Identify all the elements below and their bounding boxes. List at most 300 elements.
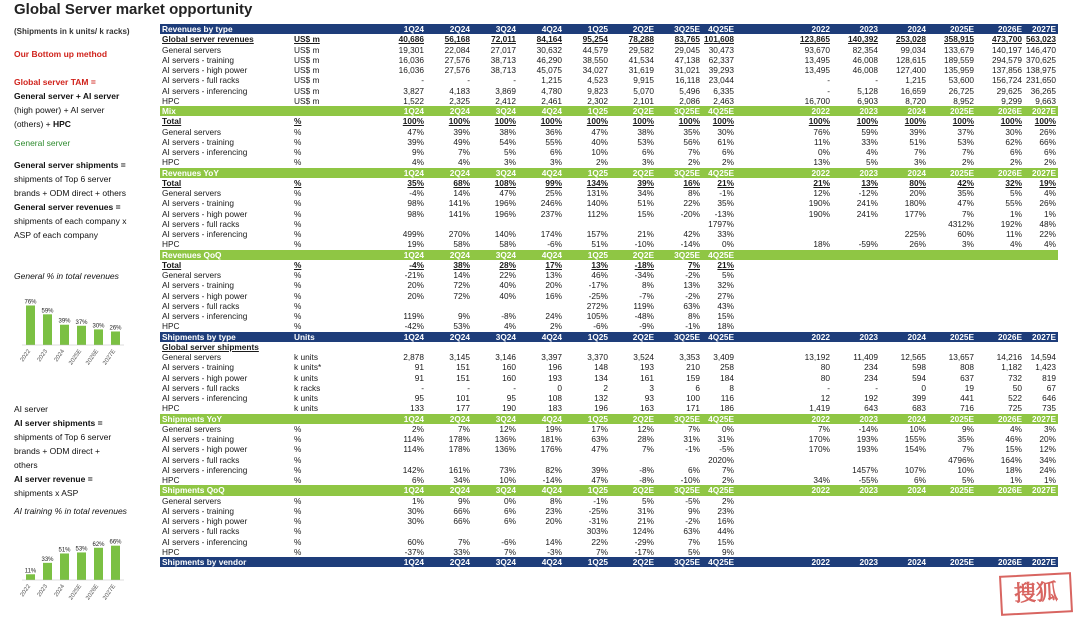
row-label: AI servers - training <box>162 198 234 209</box>
x-tick-label: 2027E <box>102 583 118 602</box>
spacer-cell <box>334 332 380 342</box>
year-cell: 3% <box>962 239 974 250</box>
row-unit: % <box>294 475 302 486</box>
quarter-cell: 4Q24 <box>518 414 564 424</box>
bar-2026E <box>94 548 103 580</box>
row-unit: k racks <box>294 382 321 393</box>
year-cell: 234 <box>864 372 878 383</box>
x-tick-label: 2024 <box>53 348 67 364</box>
year-cell <box>976 516 1024 526</box>
quarter-cell: 39% <box>591 464 608 475</box>
quarter-cell: 3Q24 <box>472 250 518 260</box>
year-cell: 100% <box>1034 116 1056 127</box>
tam-body-2: (high power) + AI server <box>14 105 105 115</box>
quarter-cell: - <box>467 382 470 393</box>
spacer-cell <box>736 270 784 280</box>
row-label: AI servers - inferencing <box>162 85 248 96</box>
quarter-cell: 40,686 <box>398 34 424 45</box>
row-label: AI servers - training <box>162 362 234 373</box>
spacer-cell <box>334 537 380 547</box>
quarter-cell: 3,353 <box>679 352 700 363</box>
spacer-cell <box>334 434 380 444</box>
quarter-cell: -6% <box>501 536 516 547</box>
row-label: General servers <box>162 495 222 506</box>
quarter-cell: 4Q25E <box>702 250 736 260</box>
year-cell: 67 <box>1046 382 1056 393</box>
quarter-cell: 10% <box>591 147 608 158</box>
row-label: Shipments by vendor <box>160 557 292 567</box>
year-cell <box>784 280 832 290</box>
row-label: Total <box>162 177 182 188</box>
year-cell <box>832 496 880 506</box>
year-cell: 2022 <box>784 414 832 424</box>
quarter-cell: 196% <box>494 208 516 219</box>
year-cell: 42% <box>957 177 974 188</box>
quarter-cell: 2Q24 <box>426 485 472 495</box>
year-cell <box>976 506 1024 516</box>
bar-value-label: 11% <box>24 568 37 575</box>
table-row <box>160 321 1058 331</box>
quarter-cell: 38% <box>499 126 516 137</box>
year-cell: 819 <box>1042 372 1056 383</box>
spacer-cell <box>334 291 380 301</box>
spacer-cell <box>736 137 784 147</box>
quarter-cell: -29% <box>634 536 654 547</box>
table-row <box>160 270 1058 280</box>
quarter-cell: 14% <box>545 536 562 547</box>
year-cell: 1% <box>1010 475 1022 486</box>
spacer-cell <box>736 106 784 116</box>
quarter-cell: 2,412 <box>495 95 516 106</box>
quarter-cell: 100% <box>632 116 654 127</box>
spacer-cell <box>334 65 380 75</box>
row-label: General servers <box>162 44 222 55</box>
quarter-cell: - <box>421 75 424 86</box>
quarter-cell: 157% <box>586 229 608 240</box>
quarter-cell: 3Q25E <box>656 106 702 116</box>
quarter-cell: 4Q24 <box>518 332 564 342</box>
gs-ship-body-2: brands + ODM direct + others <box>14 188 126 198</box>
year-cell <box>880 250 928 260</box>
spacer-cell <box>736 250 784 260</box>
quarter-cell: 24% <box>545 311 562 322</box>
row-unit: US$ m <box>294 95 320 106</box>
quarter-cell <box>380 301 426 311</box>
spacer-cell <box>334 301 380 311</box>
quarter-cell: 101 <box>456 393 470 404</box>
row-unit: US$ m <box>294 44 320 55</box>
year-cell <box>784 270 832 280</box>
quarter-cell: 160 <box>502 372 516 383</box>
year-cell: 2022 <box>784 332 832 342</box>
quarter-cell: 1Q25 <box>564 24 610 34</box>
gs-rev-body-1: shipments of each company x <box>14 216 127 226</box>
quarter-cell: 4Q25E <box>702 168 736 178</box>
quarter-cell: 91 <box>414 362 424 373</box>
quarter-cell: 159 <box>686 372 700 383</box>
quarter-cell: 4Q25E <box>702 557 736 567</box>
year-cell: 2023 <box>832 106 880 116</box>
bar-value-label: 76% <box>24 299 37 306</box>
section-header-row <box>160 557 1058 567</box>
table-row <box>160 116 1058 126</box>
quarter-cell: 34% <box>453 475 470 486</box>
year-cell <box>880 301 928 311</box>
year-cell <box>928 547 976 557</box>
row-label: AI servers - high power <box>162 516 248 527</box>
quarter-cell: 19,301 <box>398 44 424 55</box>
spacer-cell <box>736 291 784 301</box>
quarter-cell: 3Q24 <box>472 24 518 34</box>
year-cell <box>880 270 928 280</box>
quarter-cell: 2% <box>596 157 608 168</box>
quarter-cell: -13% <box>714 208 734 219</box>
bar-2022 <box>26 574 35 580</box>
quarter-cell: 8 <box>729 382 734 393</box>
row-unit: % <box>294 126 302 137</box>
spacer-cell <box>334 403 380 413</box>
bar-2027E <box>111 331 120 345</box>
quarter-cell: 5,070 <box>633 85 654 96</box>
quarter-cell: 114% <box>403 434 424 445</box>
quarter-cell: 4Q25E <box>702 106 736 116</box>
quarter-cell: -14% <box>680 239 700 250</box>
row-unit <box>292 557 334 567</box>
quarter-cell: 47% <box>591 444 608 455</box>
bar-value-label: 30% <box>92 323 105 330</box>
row-unit <box>292 168 334 178</box>
year-cell <box>976 291 1024 301</box>
section-header-row <box>160 250 1058 260</box>
quarter-cell: 4Q25E <box>702 332 736 342</box>
quarter-cell: 131% <box>586 188 608 199</box>
row-unit: % <box>294 136 302 147</box>
row-label: Revenues by type <box>160 24 292 34</box>
year-cell: 24% <box>1039 464 1056 475</box>
quarter-cell: 2,086 <box>679 95 700 106</box>
row-label: Shipments YoY <box>160 414 292 424</box>
quarter-cell: 27,576 <box>444 65 470 76</box>
quarter-cell: 4Q25E <box>702 24 736 34</box>
quarter-cell: 2% <box>550 321 562 332</box>
quarter-cell: 183 <box>548 403 562 414</box>
quarter-cell: 2Q2E <box>610 24 656 34</box>
quarter-cell: 32% <box>717 280 734 291</box>
year-cell: 22% <box>1039 229 1056 240</box>
quarter-cell: -10% <box>634 239 654 250</box>
year-cell: 225% <box>904 229 926 240</box>
spacer-cell <box>736 383 784 393</box>
year-cell: 170% <box>808 434 830 445</box>
table-row <box>160 424 1058 434</box>
year-cell <box>976 260 1024 270</box>
spacer-cell <box>334 137 380 147</box>
year-cell <box>1024 301 1058 311</box>
row-unit <box>292 342 334 352</box>
year-cell: 1% <box>1044 208 1056 219</box>
quarter-cell: 9% <box>458 495 470 506</box>
table-row <box>160 55 1058 65</box>
quarter-cell: 6% <box>412 475 424 486</box>
year-cell: 100% <box>856 116 878 127</box>
quarter-cell: 8% <box>642 280 654 291</box>
year-cell: 80% <box>909 177 926 188</box>
section-header-row <box>160 485 1058 495</box>
quarter-cell: 78,288 <box>628 34 654 45</box>
quarter-cell: 186 <box>720 403 734 414</box>
spacer-cell <box>334 485 380 495</box>
quarter-cell: 1Q25 <box>564 485 610 495</box>
year-cell: 9% <box>962 423 974 434</box>
quarter-cell: -1% <box>593 495 608 506</box>
year-cell: 100% <box>808 116 830 127</box>
spacer-cell <box>334 34 380 44</box>
spacer-cell <box>736 34 784 44</box>
bar-value-label: 37% <box>75 319 88 326</box>
table-row <box>160 393 1058 403</box>
quarter-cell: 2,461 <box>541 95 562 106</box>
quarter-cell: 3Q25E <box>656 557 702 567</box>
quarter-cell: 0 <box>557 382 562 393</box>
row-unit: US$ m <box>294 54 320 65</box>
quarter-cell: 38,550 <box>582 54 608 65</box>
quarter-cell: 7% <box>596 546 608 557</box>
quarter-cell: -8% <box>639 475 654 486</box>
year-cell: 133,679 <box>944 44 974 55</box>
quarter-cell: -20% <box>680 208 700 219</box>
year-cell: 6,903 <box>857 95 878 106</box>
year-cell: 2024 <box>880 557 928 567</box>
spacer-cell <box>736 75 784 85</box>
chart1-title: General % in total revenues <box>14 271 119 281</box>
quarter-cell: 2Q24 <box>426 106 472 116</box>
year-cell: 100% <box>952 116 974 127</box>
gs-ship-body-1: shipments of Top 6 server <box>14 174 112 184</box>
quarter-cell: 20% <box>545 280 562 291</box>
quarter-cell: 3,827 <box>403 85 424 96</box>
quarter-cell: 55% <box>545 136 562 147</box>
year-cell: - <box>875 75 878 86</box>
quarter-cell: 63% <box>683 526 700 537</box>
spacer-cell <box>334 362 380 372</box>
quarter-cell: 0% <box>722 423 734 434</box>
year-cell <box>928 342 976 352</box>
quarter-cell: 1Q24 <box>380 24 426 34</box>
spacer-cell <box>736 547 784 557</box>
quarter-cell: 4Q25E <box>702 414 736 424</box>
quarter-cell: -6% <box>547 239 562 250</box>
bar-value-label: 62% <box>92 541 105 548</box>
year-cell <box>928 311 976 321</box>
spacer-cell <box>736 506 784 516</box>
spacer-cell <box>334 106 380 116</box>
year-cell: 7% <box>962 147 974 158</box>
quarter-cell <box>610 342 656 352</box>
quarter-cell: 1Q24 <box>380 414 426 424</box>
quarter-cell: 4,780 <box>541 85 562 96</box>
quarter-cell: 7% <box>504 546 516 557</box>
quarter-cell: 6% <box>642 147 654 158</box>
year-cell <box>880 260 928 270</box>
spacer-cell <box>334 557 380 567</box>
quarter-cell: - <box>467 75 470 86</box>
table-row <box>160 65 1058 75</box>
table-row <box>160 455 1058 465</box>
quarter-cell <box>426 342 472 352</box>
year-cell: 2026E <box>976 106 1024 116</box>
year-cell <box>1024 506 1058 516</box>
year-cell: 32% <box>1005 177 1022 188</box>
quarter-cell: 171 <box>686 403 700 414</box>
quarter-cell: 2Q24 <box>426 332 472 342</box>
table-row <box>160 465 1058 475</box>
quarter-cell: 2,878 <box>403 352 424 363</box>
table-row <box>160 516 1058 526</box>
year-cell: 646 <box>1042 393 1056 404</box>
year-cell: 2023 <box>832 168 880 178</box>
quarter-cell: 5,496 <box>679 85 700 96</box>
year-cell <box>928 537 976 547</box>
quarter-cell: 3,145 <box>449 352 470 363</box>
quarter-cell: 31% <box>717 434 734 445</box>
quarter-cell: 19% <box>545 423 562 434</box>
quarter-cell: -17% <box>634 546 654 557</box>
row-unit: % <box>294 495 302 506</box>
quarter-cell: 6% <box>722 147 734 158</box>
bar-value-label: 53% <box>75 546 88 553</box>
quarter-cell: 13% <box>683 280 700 291</box>
spacer-cell <box>736 362 784 372</box>
year-cell: 29,625 <box>996 85 1022 96</box>
quarter-cell: 31% <box>637 505 654 516</box>
quarter-cell <box>656 342 702 352</box>
year-cell: 20% <box>1039 434 1056 445</box>
quarter-cell: 9,915 <box>633 75 654 86</box>
year-cell: 15% <box>1005 444 1022 455</box>
row-label: AI servers - full racks <box>162 526 240 537</box>
year-cell: 2027E <box>1024 332 1058 342</box>
quarter-cell: 38,713 <box>490 65 516 76</box>
quarter-cell: 141% <box>448 198 470 209</box>
quarter-cell: 7% <box>642 444 654 455</box>
year-cell <box>832 455 880 465</box>
row-unit: % <box>294 239 302 250</box>
spacer-cell <box>736 465 784 475</box>
year-cell: 2023 <box>832 485 880 495</box>
quarter-cell: 0% <box>722 239 734 250</box>
quarter-cell: 20% <box>545 516 562 527</box>
quarter-cell: 8% <box>688 311 700 322</box>
x-tick-label: 2025E <box>68 583 84 602</box>
row-label: AI servers - inferencing <box>162 464 248 475</box>
year-cell: 637 <box>960 372 974 383</box>
table-row <box>160 403 1058 413</box>
quarter-cell: 47% <box>499 188 516 199</box>
quarter-cell: 5% <box>688 546 700 557</box>
year-cell <box>880 219 928 229</box>
year-cell: 594 <box>912 372 926 383</box>
table-row <box>160 209 1058 219</box>
quarter-cell: 15% <box>637 208 654 219</box>
quarter-cell: 2,101 <box>633 95 654 106</box>
year-cell <box>880 311 928 321</box>
quarter-cell: 178% <box>448 434 470 445</box>
table-row <box>160 475 1058 485</box>
year-cell: 2025E <box>928 24 976 34</box>
quarter-cell: 82% <box>545 464 562 475</box>
quarter-cell: 3Q24 <box>472 485 518 495</box>
row-unit: % <box>294 434 302 445</box>
section-header-row <box>160 168 1058 178</box>
year-cell: 135,959 <box>944 65 974 76</box>
row-label: AI servers - inferencing <box>162 147 248 158</box>
table-row <box>160 45 1058 55</box>
chart2 <box>14 518 134 619</box>
year-cell: 6% <box>914 475 926 486</box>
quarter-cell: 14% <box>453 188 470 199</box>
quarter-cell: -2% <box>685 290 700 301</box>
year-cell: 2024 <box>880 414 928 424</box>
year-cell: 177% <box>904 208 926 219</box>
quarter-cell: 141% <box>448 208 470 219</box>
quarter-cell: 63% <box>591 434 608 445</box>
quarter-cell <box>702 342 736 352</box>
year-cell: 39% <box>909 126 926 137</box>
year-cell <box>784 321 832 331</box>
spacer-cell <box>736 332 784 342</box>
row-label: AI servers - full racks <box>162 382 240 393</box>
quarter-cell: 8% <box>688 188 700 199</box>
quarter-cell: 246% <box>540 198 562 209</box>
year-cell: 2026E <box>976 332 1024 342</box>
quarter-cell: 4,183 <box>449 85 470 96</box>
quarter-cell: 29,582 <box>628 44 654 55</box>
quarter-cell: 27,576 <box>444 54 470 65</box>
year-cell: 4% <box>1010 239 1022 250</box>
year-cell: 2022 <box>784 106 832 116</box>
quarter-cell: 114% <box>403 444 424 455</box>
year-cell: 2025E <box>928 557 976 567</box>
quarter-cell: -6% <box>593 321 608 332</box>
spacer-cell <box>334 250 380 260</box>
quarter-cell: 17% <box>591 423 608 434</box>
quarter-cell: 28% <box>499 259 516 270</box>
year-cell: 14,216 <box>996 352 1022 363</box>
year-cell: - <box>875 382 878 393</box>
quarter-cell: 100% <box>494 116 516 127</box>
bottom-up-label: Our Bottom up method <box>14 49 108 59</box>
bar-value-label: 51% <box>58 547 71 554</box>
year-cell: 36,265 <box>1030 85 1056 96</box>
row-unit: US$ m <box>294 34 320 45</box>
spacer-cell <box>334 168 380 178</box>
year-cell: 2% <box>1010 157 1022 168</box>
quarter-cell: 30,473 <box>708 44 734 55</box>
year-cell <box>976 496 1024 506</box>
year-cell: 190% <box>808 208 830 219</box>
row-label: AI servers - inferencing <box>162 536 248 547</box>
quarter-cell: 16,036 <box>398 54 424 65</box>
table-row <box>160 311 1058 321</box>
row-unit: % <box>294 505 302 516</box>
spacer-cell <box>736 96 784 106</box>
quarter-cell: 148 <box>594 362 608 373</box>
quarter-cell: 4Q24 <box>518 168 564 178</box>
spacer-cell <box>334 45 380 55</box>
spacer-cell <box>334 24 380 34</box>
year-cell: 2023 <box>832 557 880 567</box>
x-tick-label: 2022 <box>19 583 33 599</box>
